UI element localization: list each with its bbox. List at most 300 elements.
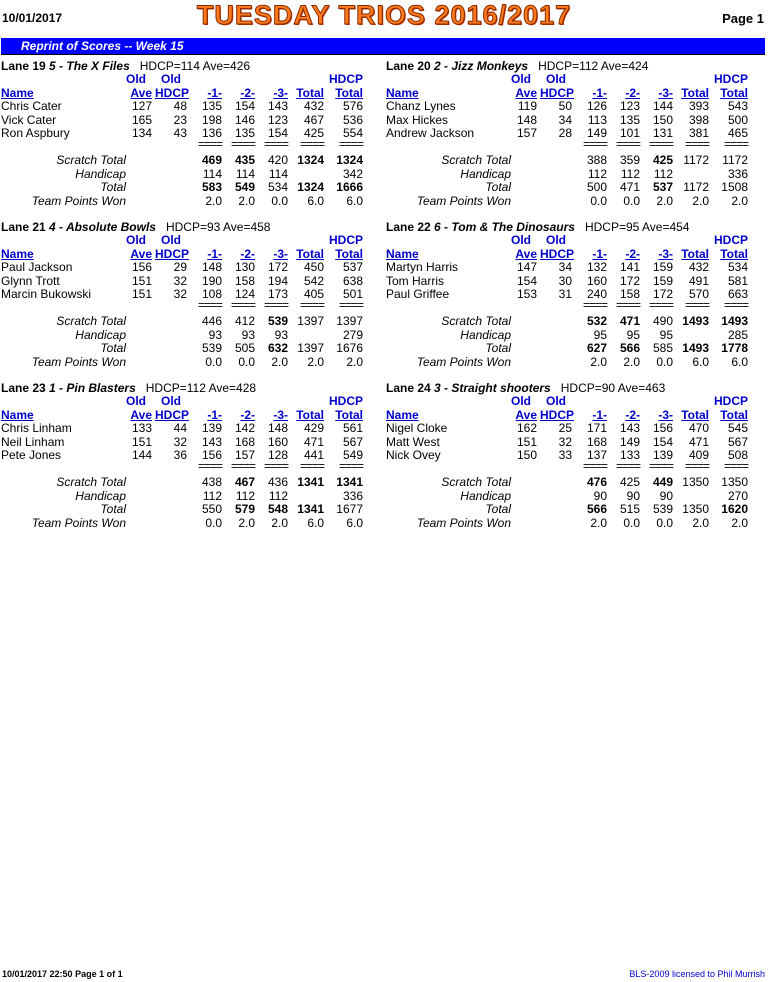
summary-value: 1350 xyxy=(682,502,709,516)
summary-value: 0.0 xyxy=(238,354,255,369)
summary-value: 114 xyxy=(268,166,288,181)
player-g1: 148 xyxy=(201,260,222,274)
summary-value: 532 xyxy=(586,314,607,328)
player-name: Nigel Cloke xyxy=(386,421,448,435)
row-label: Handicap xyxy=(460,488,511,503)
column-header: HDCP xyxy=(155,407,190,422)
player-htotal: 581 xyxy=(727,273,748,288)
column-header: HDCP xyxy=(155,85,190,100)
summary-value: 112 xyxy=(587,166,607,181)
summary-value: 1341 xyxy=(336,475,363,489)
player-ave: 151 xyxy=(516,434,537,449)
row-label: Team Points Won xyxy=(31,193,126,208)
column-header: Old xyxy=(511,233,531,247)
column-header: Total xyxy=(681,85,709,100)
player-g1: 136 xyxy=(201,126,222,140)
summary-value: 1493 xyxy=(682,341,709,355)
summary-value: 2.0 xyxy=(307,354,324,369)
summary-value: 112 xyxy=(268,488,288,503)
column-header: -2- xyxy=(625,407,640,422)
separator: ==== xyxy=(684,297,709,312)
summary-value: 90 xyxy=(626,488,640,503)
summary-value: 112 xyxy=(653,166,673,181)
row-label: Handicap xyxy=(75,488,126,503)
footer-license: BLS-2009 licensed to Phil Murrish xyxy=(629,969,765,979)
player-row xyxy=(386,422,764,436)
player-name: Marcin Bukowski xyxy=(1,287,92,301)
player-ave: 151 xyxy=(131,273,152,288)
player-hdcp: 34 xyxy=(558,260,572,274)
column-header-row xyxy=(386,409,764,423)
summary-value: 539 xyxy=(267,314,288,328)
summary-value: 1397 xyxy=(297,341,324,355)
summary-value: 550 xyxy=(201,502,222,516)
total-row xyxy=(386,503,764,517)
scratch-total-row xyxy=(1,154,379,168)
player-hdcp: 25 xyxy=(558,421,572,435)
player-g3: 148 xyxy=(267,421,288,435)
player-total: 542 xyxy=(303,273,324,288)
scratch-total-row xyxy=(1,476,379,490)
summary-value: 446 xyxy=(201,314,222,328)
separator: ==== xyxy=(723,297,748,312)
column-header: Old xyxy=(126,233,146,247)
player-g1: 190 xyxy=(201,273,222,288)
player-ave: 151 xyxy=(131,434,152,449)
column-header-row xyxy=(1,409,379,423)
scratch-total-row xyxy=(386,315,764,329)
column-header: -2- xyxy=(240,246,255,261)
summary-value: 537 xyxy=(652,180,673,194)
column-header: HDCP xyxy=(328,72,363,86)
summary-value: 1172 xyxy=(722,153,748,167)
summary-value: 0.0 xyxy=(656,515,673,530)
player-hdcp: 44 xyxy=(173,421,187,435)
summary-value: 632 xyxy=(267,341,288,355)
player-g1: 198 xyxy=(201,112,222,127)
player-htotal: 536 xyxy=(342,112,363,127)
separator: ==== xyxy=(615,136,640,151)
row-label: Scratch Total xyxy=(56,475,126,489)
summary-value: 2.0 xyxy=(692,515,709,530)
column-header: -2- xyxy=(240,407,255,422)
column-header: HDCP xyxy=(540,407,575,422)
summary-value: 548 xyxy=(267,502,288,516)
summary-value: 6.0 xyxy=(692,354,709,369)
player-g1: 160 xyxy=(586,273,607,288)
column-header-row xyxy=(1,248,379,262)
player-ave: 165 xyxy=(131,112,152,127)
separator: ==== xyxy=(263,136,288,151)
player-ave: 151 xyxy=(131,287,152,301)
lane-block xyxy=(386,59,764,208)
player-ave: 144 xyxy=(131,448,152,462)
player-total: 409 xyxy=(688,448,709,462)
handicap-row xyxy=(386,329,764,343)
column-header: Total xyxy=(335,407,363,422)
summary-value: 270 xyxy=(727,488,748,503)
player-ave: 127 xyxy=(131,99,152,113)
player-g3: 154 xyxy=(267,126,288,140)
player-g2: 146 xyxy=(234,112,255,127)
separator-row xyxy=(1,297,379,316)
player-g1: 156 xyxy=(201,448,222,462)
name-header: Name xyxy=(386,246,419,261)
row-label: Handicap xyxy=(75,166,126,181)
column-header: Total xyxy=(296,85,324,100)
team-handicap-info: HDCP=114 Ave=426 xyxy=(139,59,251,73)
player-htotal: 508 xyxy=(727,448,748,462)
summary-value: 2.0 xyxy=(238,193,255,208)
player-hdcp: 29 xyxy=(173,260,187,274)
summary-value: 1666 xyxy=(336,180,363,194)
player-ave: 147 xyxy=(516,260,537,274)
handicap-row xyxy=(386,168,764,182)
player-g1: 240 xyxy=(586,287,607,301)
player-g2: 133 xyxy=(619,448,640,462)
player-g3: 194 xyxy=(267,273,288,288)
summary-value: 490 xyxy=(652,314,673,328)
separator-row xyxy=(386,458,764,477)
player-total: 398 xyxy=(688,112,709,127)
summary-value: 0.0 xyxy=(623,193,640,208)
column-header: Old xyxy=(126,394,146,408)
column-header: -2- xyxy=(625,246,640,261)
column-header: Old xyxy=(161,233,181,247)
separator: ==== xyxy=(230,136,255,151)
column-header: -3- xyxy=(658,246,673,261)
team-handicap-info: HDCP=90 Ave=463 xyxy=(560,381,666,395)
player-g2: 158 xyxy=(234,273,255,288)
name-header: Name xyxy=(386,85,419,100)
summary-value: 95 xyxy=(626,327,640,342)
player-ave: 153 xyxy=(516,287,537,301)
player-g2: 143 xyxy=(619,421,640,435)
summary-value: 93 xyxy=(274,327,288,342)
scratch-total-row xyxy=(386,476,764,490)
player-g1: 171 xyxy=(586,421,607,435)
summary-value: 2.0 xyxy=(238,515,255,530)
player-g3: 154 xyxy=(652,434,673,449)
summary-value: 476 xyxy=(586,475,607,489)
lane-title xyxy=(1,220,379,234)
team-name: 1 - Pin Blasters xyxy=(49,381,136,395)
team-points-row xyxy=(1,517,379,531)
player-name: Neil Linham xyxy=(1,434,65,449)
player-name: Max Hickes xyxy=(386,112,449,127)
summary-value: 1493 xyxy=(721,314,748,328)
player-ave: 150 xyxy=(516,448,537,462)
column-header: HDCP xyxy=(713,394,748,408)
summary-value: 112 xyxy=(202,488,222,503)
total-row xyxy=(386,181,764,195)
column-header: HDCP xyxy=(540,246,575,261)
summary-value: 0.0 xyxy=(205,354,222,369)
lane-title xyxy=(386,220,764,234)
summary-value: 0.0 xyxy=(205,515,222,530)
lane-number: Lane 22 xyxy=(386,220,431,234)
summary-value: 2.0 xyxy=(623,354,640,369)
summary-value: 93 xyxy=(208,327,222,342)
player-g3: 139 xyxy=(652,448,673,462)
summary-value: 6.0 xyxy=(307,515,324,530)
summary-value: 2.0 xyxy=(271,515,288,530)
player-g2: 168 xyxy=(234,434,255,449)
player-name: Chanz Lynes xyxy=(386,99,456,113)
player-name: Pete Jones xyxy=(1,448,62,462)
player-total: 471 xyxy=(688,434,709,449)
column-header: -1- xyxy=(592,246,607,261)
summary-value: 2.0 xyxy=(271,354,288,369)
team-name: 6 - Tom & The Dinosaurs xyxy=(434,220,575,234)
column-header: Ave xyxy=(130,407,152,422)
summary-value: 93 xyxy=(241,327,255,342)
column-header: Total xyxy=(720,407,748,422)
player-ave: 133 xyxy=(131,421,152,435)
column-header: Total xyxy=(296,407,324,422)
lane-block xyxy=(1,220,379,369)
separator: ==== xyxy=(648,136,673,151)
handicap-row xyxy=(1,490,379,504)
player-htotal: 576 xyxy=(342,99,363,113)
summary-value: 425 xyxy=(652,153,673,167)
player-g1: 135 xyxy=(201,99,222,113)
player-g3: 156 xyxy=(652,421,673,435)
lane-title xyxy=(386,381,764,395)
separator: ==== xyxy=(684,136,709,151)
player-total: 429 xyxy=(303,421,324,435)
summary-value: 1172 xyxy=(683,153,709,167)
column-header: HDCP xyxy=(713,233,748,247)
team-points-row xyxy=(1,195,379,209)
summary-value: 436 xyxy=(267,475,288,489)
separator: ==== xyxy=(648,297,673,312)
column-header: -1- xyxy=(207,85,222,100)
separator: ==== xyxy=(723,458,748,473)
player-name: Glynn Trott xyxy=(1,273,60,288)
column-header: -3- xyxy=(273,85,288,100)
summary-value: 425 xyxy=(619,475,640,489)
summary-value: 0.0 xyxy=(590,193,607,208)
team-name: 2 - Jizz Monkeys xyxy=(434,59,529,73)
column-header: Total xyxy=(720,85,748,100)
player-g1: 132 xyxy=(586,260,607,274)
team-name: 5 - The X Files xyxy=(49,59,130,73)
player-name: Paul Jackson xyxy=(1,260,73,274)
summary-value: 336 xyxy=(727,166,748,181)
scratch-total-row xyxy=(386,154,764,168)
separator: ==== xyxy=(582,297,607,312)
column-header: Ave xyxy=(130,246,152,261)
lane-number: Lane 20 xyxy=(386,59,431,73)
player-g1: 168 xyxy=(586,434,607,449)
player-htotal: 534 xyxy=(727,260,748,274)
summary-value: 1324 xyxy=(297,180,324,194)
name-header: Name xyxy=(1,85,34,100)
row-label: Total xyxy=(485,180,511,194)
player-g3: 159 xyxy=(652,260,673,274)
player-ave: 156 xyxy=(131,260,152,274)
player-row xyxy=(1,436,379,450)
separator: ==== xyxy=(615,297,640,312)
player-g3: 144 xyxy=(652,99,673,113)
summary-value: 388 xyxy=(586,153,607,167)
player-g3: 143 xyxy=(267,99,288,113)
player-g1: 149 xyxy=(586,126,607,140)
player-hdcp: 23 xyxy=(173,112,187,127)
column-header: -3- xyxy=(273,246,288,261)
player-total: 425 xyxy=(303,126,324,140)
column-header-row xyxy=(386,248,764,262)
summary-value: 534 xyxy=(267,180,288,194)
column-header: Total xyxy=(296,246,324,261)
summary-value: 1493 xyxy=(682,314,709,328)
summary-value: 467 xyxy=(234,475,255,489)
column-header: Old xyxy=(161,394,181,408)
player-g2: 172 xyxy=(619,273,640,288)
lane-title xyxy=(1,59,379,73)
column-header: Old xyxy=(546,394,566,408)
column-header: Old xyxy=(546,233,566,247)
summary-value: 1397 xyxy=(336,314,363,328)
summary-value: 1172 xyxy=(683,180,709,194)
player-g3: 131 xyxy=(652,126,673,140)
player-name: Paul Griffee xyxy=(386,287,450,301)
column-header: Old xyxy=(126,72,146,86)
column-header: -2- xyxy=(625,85,640,100)
column-header-top xyxy=(386,395,764,409)
summary-value: 2.0 xyxy=(656,193,673,208)
summary-value: 1324 xyxy=(336,153,363,167)
column-header: HDCP xyxy=(540,85,575,100)
column-header: Total xyxy=(335,85,363,100)
summary-value: 566 xyxy=(586,502,607,516)
summary-value: 549 xyxy=(234,180,255,194)
player-name: Vick Cater xyxy=(1,112,57,127)
separator: ==== xyxy=(230,458,255,473)
lane-number: Lane 21 xyxy=(1,220,46,234)
lane-number: Lane 24 xyxy=(386,381,431,395)
player-hdcp: 34 xyxy=(558,112,572,127)
summary-value: 1778 xyxy=(721,341,748,355)
summary-value: 2.0 xyxy=(692,193,709,208)
summary-value: 95 xyxy=(659,327,673,342)
column-header: Total xyxy=(681,407,709,422)
team-points-row xyxy=(386,517,764,531)
row-label: Scratch Total xyxy=(441,475,511,489)
summary-value: 114 xyxy=(235,166,255,181)
player-name: Nick Ovey xyxy=(386,448,441,462)
column-header: Old xyxy=(161,72,181,86)
separator-row xyxy=(1,458,379,477)
summary-value: 1620 xyxy=(721,502,748,516)
lane-block xyxy=(386,220,764,369)
column-header-top xyxy=(386,234,764,248)
player-g1: 113 xyxy=(587,112,607,127)
summary-value: 0.0 xyxy=(271,193,288,208)
player-hdcp: 48 xyxy=(173,99,187,113)
summary-value: 539 xyxy=(652,502,673,516)
summary-value: 6.0 xyxy=(307,193,324,208)
summary-value: 438 xyxy=(201,475,222,489)
summary-value: 627 xyxy=(586,341,607,355)
row-label: Total xyxy=(100,341,126,355)
team-handicap-info: HDCP=112 Ave=424 xyxy=(538,59,649,73)
player-row xyxy=(1,114,379,128)
column-header: Ave xyxy=(515,407,537,422)
summary-value: 1341 xyxy=(297,475,324,489)
row-label: Team Points Won xyxy=(416,193,511,208)
player-g2: 142 xyxy=(234,421,255,435)
player-htotal: 663 xyxy=(727,287,748,301)
column-header: -3- xyxy=(658,407,673,422)
player-row xyxy=(386,436,764,450)
summary-value: 0.0 xyxy=(656,354,673,369)
player-htotal: 501 xyxy=(342,287,363,301)
row-label: Handicap xyxy=(460,166,511,181)
player-g3: 172 xyxy=(267,260,288,274)
player-name: Ron Aspbury xyxy=(1,126,70,140)
summary-value: 2.0 xyxy=(205,193,222,208)
player-ave: 119 xyxy=(517,99,537,113)
summary-value: 469 xyxy=(201,153,222,167)
player-g2: 135 xyxy=(619,112,640,127)
player-hdcp: 32 xyxy=(173,273,187,288)
player-g3: 128 xyxy=(267,448,288,462)
separator-row xyxy=(1,136,379,155)
column-header: Ave xyxy=(515,85,537,100)
summary-value: 2.0 xyxy=(590,515,607,530)
player-row xyxy=(386,114,764,128)
player-g1: 143 xyxy=(201,434,222,449)
column-header: HDCP xyxy=(328,233,363,247)
column-header: -1- xyxy=(207,246,222,261)
column-header: Total xyxy=(720,246,748,261)
player-total: 405 xyxy=(303,287,324,301)
column-header: Ave xyxy=(515,246,537,261)
player-total: 467 xyxy=(303,112,324,127)
player-g3: 123 xyxy=(267,112,288,127)
player-row xyxy=(1,275,379,289)
report-date: 10/01/2017 xyxy=(2,11,63,25)
separator: ==== xyxy=(299,458,324,473)
player-g2: 124 xyxy=(234,287,255,301)
player-g2: 123 xyxy=(619,99,640,113)
player-htotal: 549 xyxy=(342,448,363,462)
player-g1: 108 xyxy=(201,287,222,301)
scratch-total-row xyxy=(1,315,379,329)
row-label: Scratch Total xyxy=(56,314,126,328)
separator: ==== xyxy=(648,458,673,473)
column-header: Old xyxy=(546,72,566,86)
player-htotal: 561 xyxy=(342,421,363,435)
summary-value: 505 xyxy=(234,341,255,355)
row-label: Total xyxy=(100,502,126,516)
summary-value: 2.0 xyxy=(731,193,748,208)
summary-value: 1397 xyxy=(297,314,324,328)
row-label: Scratch Total xyxy=(56,153,126,167)
player-g3: 173 xyxy=(267,287,288,301)
player-g2: 130 xyxy=(234,260,255,274)
lane-number: Lane 23 xyxy=(1,381,46,395)
summary-value: 1350 xyxy=(721,475,748,489)
player-hdcp: 43 xyxy=(173,126,187,140)
team-handicap-info: HDCP=93 Ave=458 xyxy=(165,220,271,234)
player-ave: 157 xyxy=(516,126,537,140)
lane-number: Lane 19 xyxy=(1,59,46,73)
team-name: 4 - Absolute Bowls xyxy=(49,220,156,234)
separator: ==== xyxy=(338,458,363,473)
